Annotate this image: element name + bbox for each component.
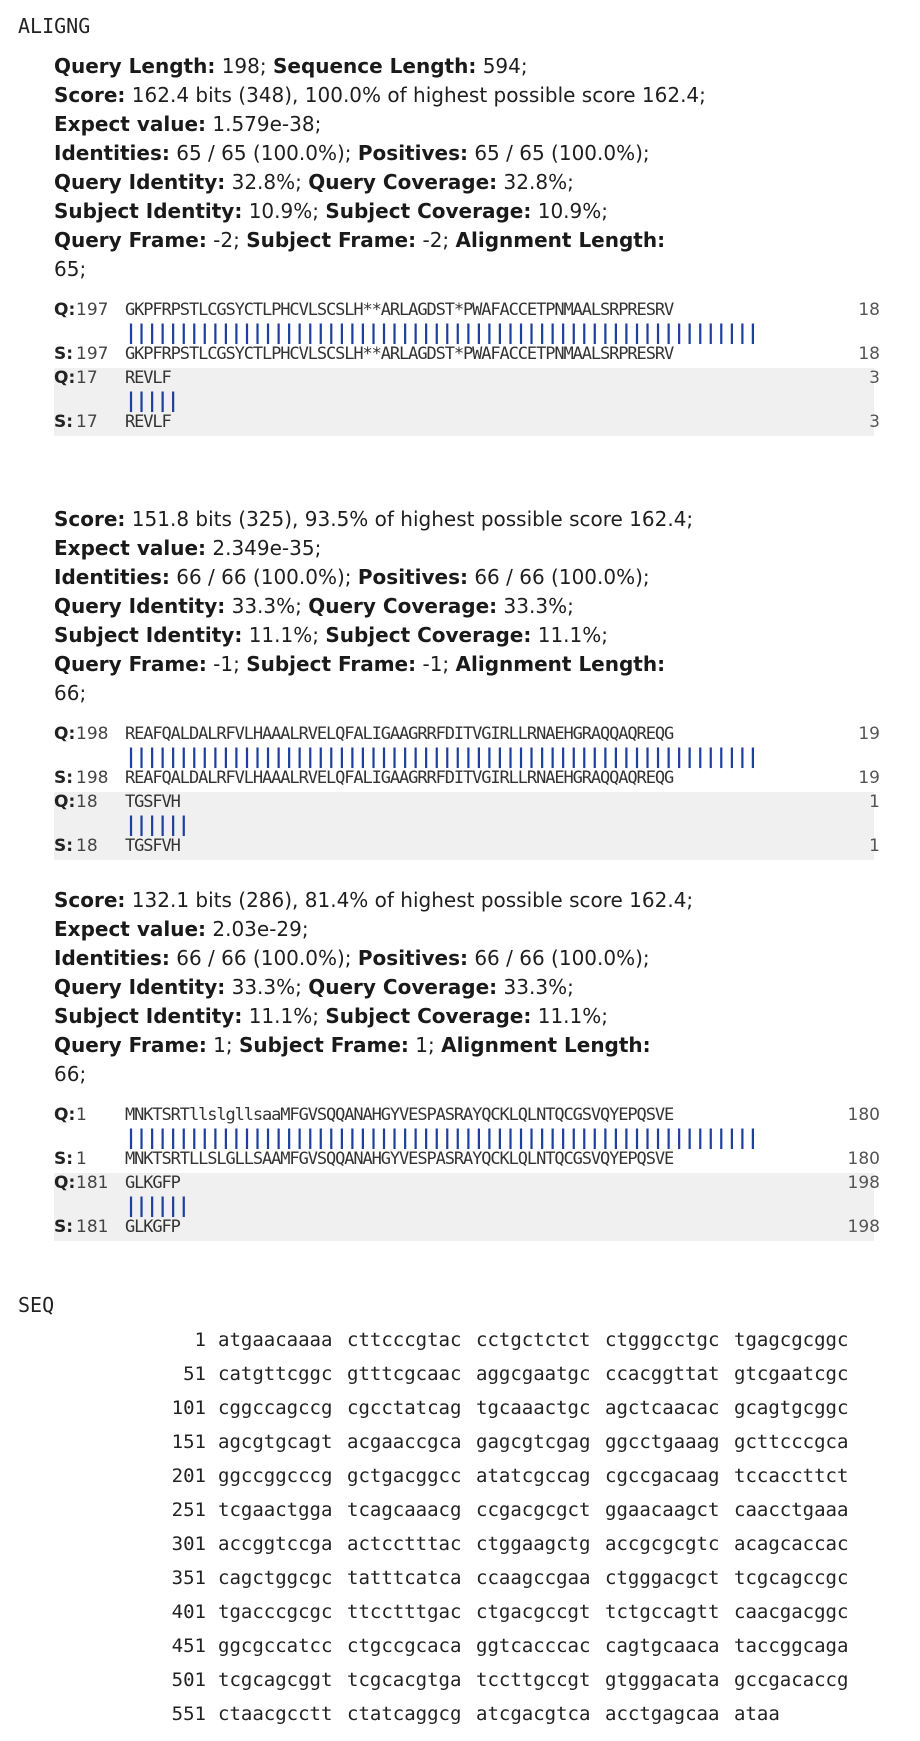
subject-identity-label: Subject Identity: (54, 623, 243, 647)
query-coverage-value: 32.8%; (503, 170, 574, 194)
identities-label: Identities: (54, 141, 170, 165)
query-length-value: 198; (221, 54, 267, 78)
s-sequence: TGSFVH (125, 836, 180, 856)
sequence-chunk: tgacccgcgc (218, 1601, 333, 1623)
sequence-row (0, 1425, 920, 1459)
length-line (54, 52, 874, 81)
s-end: 198 (847, 1217, 880, 1237)
sequence-chunk: cgcctatcag (347, 1397, 462, 1419)
alignment-blocks (54, 724, 880, 860)
sequence-chunk: tatttcatca (347, 1567, 462, 1589)
sequence-chunk: taccggcaga (734, 1635, 849, 1657)
query-identity-value: 33.3%; (231, 975, 302, 999)
sequence-chunk: cttcccgtac (347, 1329, 462, 1351)
sequence-position: 451 (171, 1635, 206, 1657)
sequence-position: 251 (171, 1499, 206, 1521)
sequence-chunk: acagcaccac (734, 1533, 849, 1555)
s-label: S: (54, 412, 74, 432)
query-coverage-value: 33.3%; (503, 594, 574, 618)
sequence-chunk: agctcaacac (605, 1397, 720, 1419)
frame-line (54, 226, 874, 284)
sequence-row (0, 1697, 920, 1731)
identities-label: Identities: (54, 946, 170, 970)
alignment-length-label: Alignment Length: (455, 652, 666, 676)
subject-identity-label: Subject Identity: (54, 1004, 243, 1028)
match-bars: ||||| (125, 388, 178, 412)
s-end: 3 (869, 412, 880, 432)
alignment-block (54, 724, 880, 792)
q-sequence: TGSFVH (125, 792, 180, 812)
expect-label: Expect value: (54, 112, 207, 136)
sequence-row (0, 1561, 920, 1595)
subject-identity-line (54, 197, 874, 226)
expect-line (54, 915, 874, 944)
alignment-length-label: Alignment Length: (441, 1033, 651, 1057)
subject-identity-value: 11.1%; (248, 1004, 319, 1028)
match-bars: |||||||||||||||||||||||||||||||||||||||||||||||||||||||||||| (125, 320, 758, 344)
sequence-chunk: ctaacgcctt (218, 1703, 333, 1725)
score-line (54, 81, 874, 110)
sequence-table (0, 1323, 920, 1731)
sequence-chunk: ttcctttgac (347, 1601, 462, 1623)
identities-line (54, 944, 874, 973)
query-frame-label: Query Frame: (54, 1033, 207, 1057)
sequence-chunk: tcgaactgga (218, 1499, 333, 1521)
sequence-chunk: caacgacggc (734, 1601, 849, 1623)
expect-label: Expect value: (54, 917, 207, 941)
align-section-label: ALIGNG (18, 14, 91, 38)
query-frame-value: 1; (213, 1033, 233, 1057)
query-frame-value: -1; (213, 652, 240, 676)
subject-coverage-label: Subject Coverage: (325, 623, 532, 647)
sequence-row (0, 1595, 920, 1629)
sequence-chunk: ggtcacccac (476, 1635, 591, 1657)
s-sequence: MNKTSRTLLSLGLLSAAMFGVSQQANAHGYVESPASRAYQCKLQLNTQCGSVQYEPQSVE (125, 1149, 674, 1169)
seq-section-label: SEQ (18, 1293, 55, 1317)
sequence-chunk: cgccgacaag (605, 1465, 720, 1487)
alignment-length-value: 66; (54, 681, 87, 705)
query-identity-label: Query Identity: (54, 975, 226, 999)
positives-label: Positives: (357, 565, 468, 589)
subject-row (54, 768, 880, 788)
sequence-row (0, 1391, 920, 1425)
expect-line (54, 534, 874, 563)
query-identity-line (54, 973, 874, 1002)
expect-value: 1.579e-38; (212, 112, 322, 136)
sequence-chunk: ggcctgaaag (605, 1431, 720, 1453)
sequence-chunk: atatcgccag (476, 1465, 591, 1487)
sequence-chunk: atgaacaaaa (218, 1329, 333, 1351)
q-start: 198 (76, 724, 109, 744)
alignment-hit-3 (54, 886, 880, 1241)
sequence-row (0, 1493, 920, 1527)
q-label: Q: (54, 300, 76, 320)
q-start: 17 (76, 368, 98, 388)
sequence-chunk: acctgagcaa (605, 1703, 720, 1725)
sequence-chunk: cggccagccg (218, 1397, 333, 1419)
sequence-chunk: tccaccttct (734, 1465, 849, 1487)
subject-frame-label: Subject Frame: (246, 652, 417, 676)
sequence-chunk: tcagcaaacg (347, 1499, 462, 1521)
s-label: S: (54, 768, 74, 788)
sequence-row (0, 1629, 920, 1663)
sequence-chunk: tctgccagtt (605, 1601, 720, 1623)
q-end: 198 (847, 1173, 880, 1193)
query-identity-label: Query Identity: (54, 594, 226, 618)
s-label: S: (54, 344, 74, 364)
s-start: 1 (76, 1149, 87, 1169)
sequence-chunk: caacctgaaa (734, 1499, 849, 1521)
q-sequence: GLKGFP (125, 1173, 180, 1193)
s-end: 18 (858, 344, 880, 364)
s-start: 17 (76, 412, 98, 432)
identities-line (54, 139, 874, 168)
identities-line (54, 563, 874, 592)
sequence-chunk: cctgctctct (476, 1329, 591, 1351)
sequence-chunk: tccttgccgt (476, 1669, 591, 1691)
sequence-chunk: cagtgcaaca (605, 1635, 720, 1657)
subject-frame-value: -2; (422, 228, 450, 252)
sequence-position: 51 (183, 1363, 206, 1385)
subject-coverage-label: Subject Coverage: (325, 199, 532, 223)
alignment-block (54, 1173, 880, 1241)
sequence-chunk: atcgacgtca (476, 1703, 591, 1725)
q-start: 197 (76, 300, 109, 320)
sequence-chunk: gccgacaccg (734, 1669, 849, 1691)
subject-identity-value: 10.9%; (248, 199, 319, 223)
sequence-chunk: aggcgaatgc (476, 1363, 591, 1385)
q-label: Q: (54, 1105, 76, 1125)
sequence-chunk: accgcgcgtc (605, 1533, 720, 1555)
s-start: 18 (76, 836, 98, 856)
query-frame-label: Query Frame: (54, 652, 207, 676)
subject-row (54, 1149, 880, 1169)
expect-value: 2.349e-35; (212, 536, 322, 560)
q-end: 18 (858, 300, 880, 320)
q-label: Q: (54, 724, 76, 744)
sequence-chunk: ccaagccgaa (476, 1567, 591, 1589)
q-sequence: REVLF (125, 368, 171, 388)
score-line (54, 886, 874, 915)
subject-frame-label: Subject Frame: (239, 1033, 409, 1057)
sequence-chunk: gtcgaatcgc (734, 1363, 849, 1385)
s-label: S: (54, 836, 74, 856)
q-end: 180 (847, 1105, 880, 1125)
subject-identity-label: Subject Identity: (54, 199, 243, 223)
subject-row (54, 836, 880, 856)
match-bars: |||||||||||||||||||||||||||||||||||||||||||||||||||||||||||| (125, 744, 758, 768)
score-label: Score: (54, 83, 126, 107)
query-coverage-label: Query Coverage: (308, 975, 498, 999)
expect-value: 2.03e-29; (212, 917, 309, 941)
alignment-length-label: Alignment Length: (455, 228, 666, 252)
query-row (54, 792, 880, 812)
sequence-chunk: ccacggttat (605, 1363, 720, 1385)
sequence-position: 101 (171, 1397, 206, 1419)
query-coverage-label: Query Coverage: (308, 170, 498, 194)
subject-row (54, 412, 880, 432)
sequence-position: 151 (171, 1431, 206, 1453)
sequence-position: 501 (171, 1669, 206, 1691)
sequence-chunk: ctgggcctgc (605, 1329, 720, 1351)
sequence-chunk: gcagtgcggc (734, 1397, 849, 1419)
score-value: 132.1 bits (286), 81.4% of highest possible score 162.4; (131, 888, 694, 912)
score-value: 162.4 bits (348), 100.0% of highest possible score 162.4; (131, 83, 706, 107)
subject-row (54, 344, 880, 364)
subject-frame-value: -1; (422, 652, 450, 676)
s-label: S: (54, 1217, 74, 1237)
match-bars: |||||||||||||||||||||||||||||||||||||||||||||||||||||||||||| (125, 1125, 758, 1149)
s-sequence: REAFQALDALRFVLHAAALRVELQFALIGAAGRRFDITVGIRLLRNAEHGRAQQAQREQG (125, 768, 674, 788)
sequence-chunk: ggcgccatcc (218, 1635, 333, 1657)
frame-line (54, 1031, 874, 1089)
alignment-block (54, 368, 880, 436)
sequence-chunk: ggaacaagct (605, 1499, 720, 1521)
sequence-chunk: actcctttac (347, 1533, 462, 1555)
s-sequence: GLKGFP (125, 1217, 180, 1237)
query-row (54, 1173, 880, 1193)
q-sequence: GKPFRPSTLCGSYCTLPHCVLSCSLH**ARLAGDST*PWAFACCETPNMAALSRPRESRV (125, 300, 674, 320)
query-length-label: Query Length: (54, 54, 216, 78)
alignment-blocks (54, 1105, 880, 1241)
query-coverage-label: Query Coverage: (308, 594, 498, 618)
sequence-position: 201 (171, 1465, 206, 1487)
sequence-row (0, 1357, 920, 1391)
sequence-chunk: ctgacgccgt (476, 1601, 591, 1623)
sequence-position: 401 (171, 1601, 206, 1623)
score-label: Score: (54, 507, 126, 531)
subject-frame-value: 1; (415, 1033, 435, 1057)
sequence-chunk: cagctggcgc (218, 1567, 333, 1589)
q-label: Q: (54, 368, 76, 388)
sequence-row (0, 1323, 920, 1357)
sequence-row (0, 1527, 920, 1561)
s-start: 197 (76, 344, 109, 364)
sequence-chunk: ctatcaggcg (347, 1703, 462, 1725)
sequence-chunk: tgagcgcggc (734, 1329, 849, 1351)
q-end: 19 (858, 724, 880, 744)
alignment-hit-2 (54, 505, 880, 860)
s-start: 181 (76, 1217, 109, 1237)
query-frame-label: Query Frame: (54, 228, 207, 252)
q-label: Q: (54, 792, 76, 812)
alignment-block (54, 792, 880, 860)
s-end: 19 (858, 768, 880, 788)
subject-identity-value: 11.1%; (248, 623, 319, 647)
sequence-chunk: tgcaaactgc (476, 1397, 591, 1419)
query-frame-value: -2; (213, 228, 240, 252)
sequence-length-value: 594; (482, 54, 528, 78)
sequence-chunk: ccgacgcgct (476, 1499, 591, 1521)
sequence-chunk: tcgcagcggt (218, 1669, 333, 1691)
s-end: 180 (847, 1149, 880, 1169)
s-label: S: (54, 1149, 74, 1169)
alignment-length-value: 65; (54, 257, 87, 281)
subject-identity-line (54, 621, 874, 650)
score-value: 151.8 bits (325), 93.5% of highest possible score 162.4; (131, 507, 694, 531)
sequence-chunk: gagcgtcgag (476, 1431, 591, 1453)
q-start: 18 (76, 792, 98, 812)
positives-value: 66 / 66 (100.0%); (474, 946, 650, 970)
sequence-row (0, 1663, 920, 1697)
q-end: 3 (869, 368, 880, 388)
subject-frame-label: Subject Frame: (246, 228, 417, 252)
alignment-block (54, 1105, 880, 1173)
query-coverage-value: 33.3%; (503, 975, 574, 999)
sequence-chunk: tcgcacgtga (347, 1669, 462, 1691)
query-row (54, 368, 880, 388)
expect-line (54, 110, 874, 139)
s-start: 198 (76, 768, 109, 788)
alignment-blocks (54, 300, 880, 436)
alignment-block (54, 300, 880, 368)
subject-row (54, 1217, 880, 1237)
match-bars: |||||| (125, 812, 189, 836)
sequence-chunk: gtttcgcaac (347, 1363, 462, 1385)
query-row (54, 724, 880, 744)
subject-coverage-value: 11.1%; (537, 623, 608, 647)
sequence-position: 351 (171, 1567, 206, 1589)
sequence-chunk: ctgggacgct (605, 1567, 720, 1589)
q-start: 181 (76, 1173, 109, 1193)
alignment-hit-1 (54, 52, 880, 436)
positives-value: 65 / 65 (100.0%); (474, 141, 650, 165)
sequence-position: 551 (171, 1703, 206, 1725)
sequence-chunk: ctgccgcaca (347, 1635, 462, 1657)
score-line (54, 505, 874, 534)
subject-coverage-value: 10.9%; (537, 199, 608, 223)
expect-label: Expect value: (54, 536, 207, 560)
s-end: 1 (869, 836, 880, 856)
identities-value: 65 / 65 (100.0%); (176, 141, 352, 165)
subject-identity-line (54, 1002, 874, 1031)
sequence-chunk: gcttcccgca (734, 1431, 849, 1453)
q-end: 1 (869, 792, 880, 812)
identities-label: Identities: (54, 565, 170, 589)
query-row (54, 1105, 880, 1125)
sequence-chunk: ataa (734, 1703, 780, 1725)
s-sequence: GKPFRPSTLCGSYCTLPHCVLSCSLH**ARLAGDST*PWAFACCETPNMAALSRPRESRV (125, 344, 674, 364)
sequence-chunk: accggtccga (218, 1533, 333, 1555)
query-identity-value: 32.8%; (231, 170, 302, 194)
sequence-chunk: catgttcggc (218, 1363, 333, 1385)
subject-coverage-value: 11.1%; (537, 1004, 608, 1028)
alignment-length-value: 66; (54, 1062, 87, 1086)
sequence-chunk: agcgtgcagt (218, 1431, 333, 1453)
q-sequence: MNKTSRTllslgllsaaMFGVSQQANAHGYVESPASRAYQCKLQLNTQCGSVQYEPQSVE (125, 1105, 674, 1125)
q-sequence: REAFQALDALRFVLHAAALRVELQFALIGAAGRRFDITVGIRLLRNAEHGRAQQAQREQG (125, 724, 674, 744)
identities-value: 66 / 66 (100.0%); (176, 565, 352, 589)
query-row (54, 300, 880, 320)
query-identity-line (54, 592, 874, 621)
s-sequence: REVLF (125, 412, 171, 432)
match-bars: |||||| (125, 1193, 189, 1217)
sequence-chunk: tcgcagccgc (734, 1567, 849, 1589)
q-start: 1 (76, 1105, 87, 1125)
sequence-chunk: acgaaccgca (347, 1431, 462, 1453)
frame-line (54, 650, 874, 708)
sequence-position: 1 (194, 1329, 206, 1351)
sequence-chunk: ctggaagctg (476, 1533, 591, 1555)
sequence-position: 301 (171, 1533, 206, 1555)
sequence-row (0, 1459, 920, 1493)
positives-label: Positives: (357, 141, 468, 165)
positives-label: Positives: (357, 946, 468, 970)
positives-value: 66 / 66 (100.0%); (474, 565, 650, 589)
sequence-length-label: Sequence Length: (272, 54, 477, 78)
sequence-chunk: gtgggacata (605, 1669, 720, 1691)
identities-value: 66 / 66 (100.0%); (176, 946, 352, 970)
sequence-chunk: ggccggcccg (218, 1465, 333, 1487)
query-identity-label: Query Identity: (54, 170, 226, 194)
sequence-chunk: gctgacggcc (347, 1465, 462, 1487)
score-label: Score: (54, 888, 126, 912)
query-identity-value: 33.3%; (231, 594, 302, 618)
subject-coverage-label: Subject Coverage: (325, 1004, 532, 1028)
query-identity-line (54, 168, 874, 197)
q-label: Q: (54, 1173, 76, 1193)
